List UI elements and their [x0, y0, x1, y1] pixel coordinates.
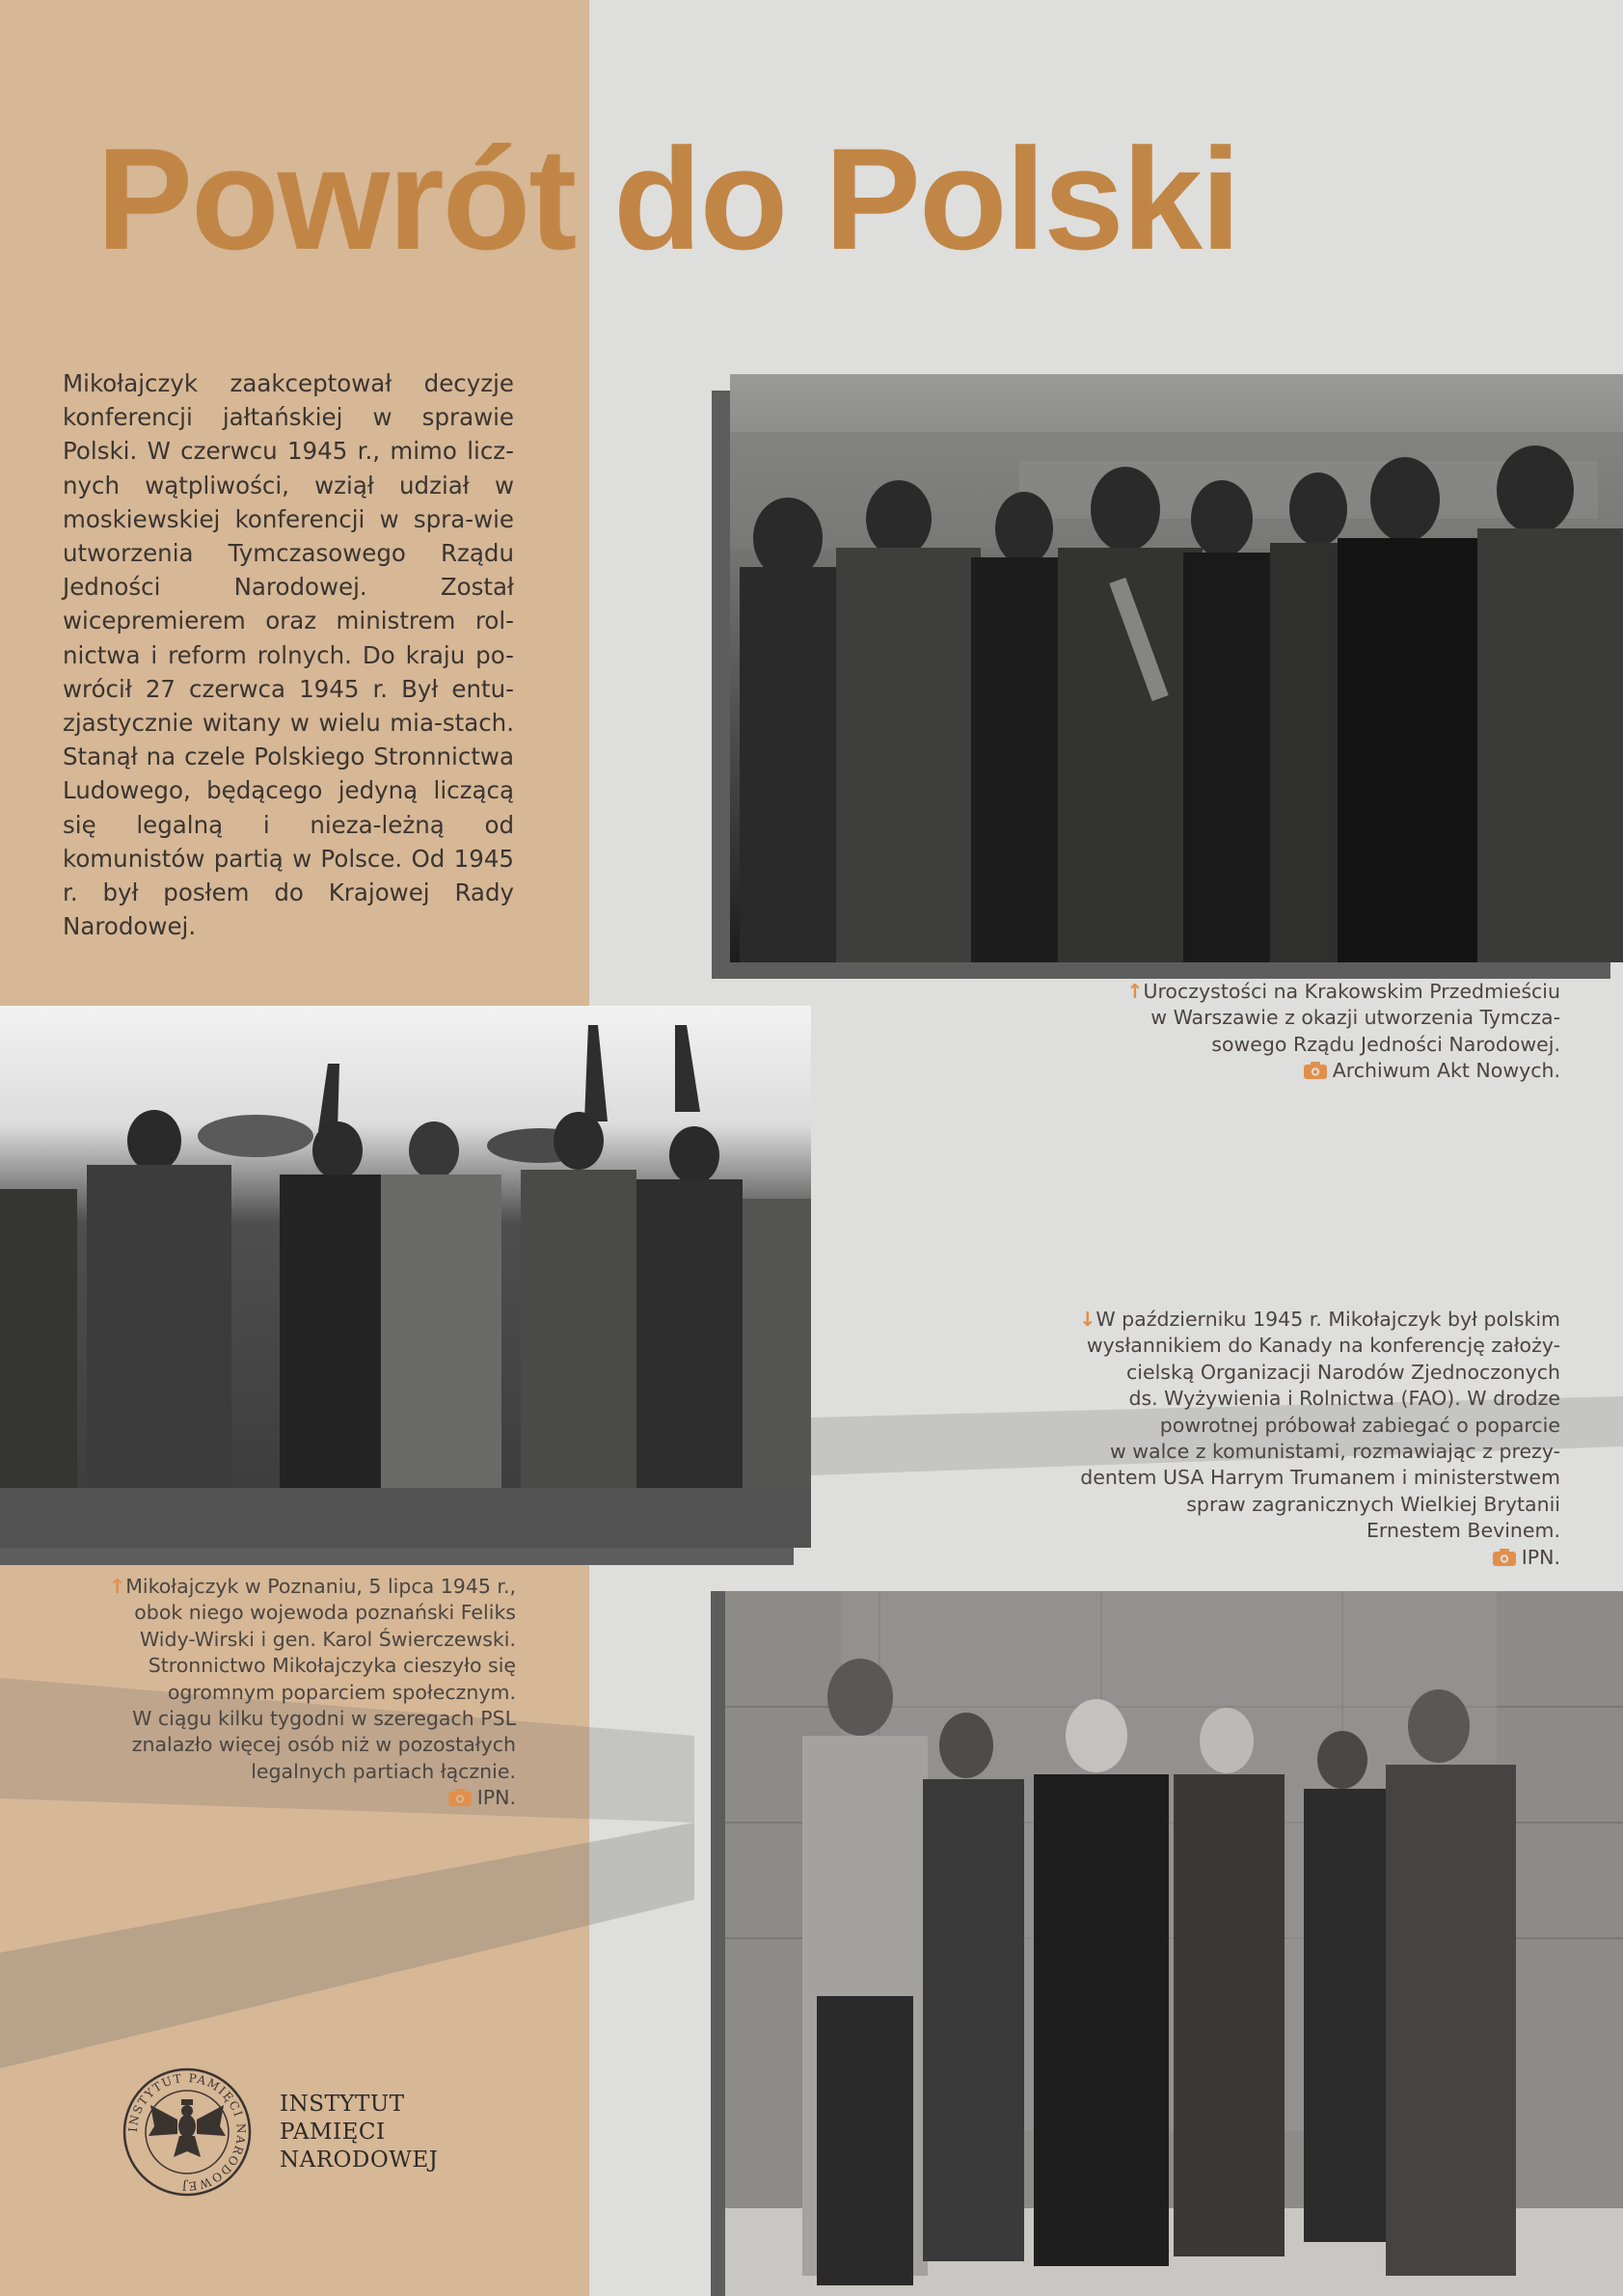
photo-poznan-walk	[0, 1006, 811, 1548]
caption-line: w walce z komunistami, rozmawiając z prezy-	[1110, 1440, 1560, 1464]
caption-line: obok niego wojewoda poznański Feliks	[134, 1601, 516, 1625]
camera-icon	[1304, 1062, 1327, 1079]
photo-source: Archiwum Akt Nowych.	[1332, 1059, 1560, 1083]
arrow-up-icon: ↑	[1126, 980, 1144, 1003]
caption-line: Ernestem Bevinem.	[1366, 1519, 1560, 1543]
caption-line: dentem USA Harrym Trumanem i ministerstwem	[1080, 1466, 1560, 1490]
caption-line: ds. Wyżywienia i Rolnictwa (FAO). W drodze	[1128, 1387, 1560, 1411]
logo-line: PAMIĘCI	[280, 2120, 386, 2145]
caption-line: powrotnej próbował zabiegać o poparcie	[1159, 1413, 1560, 1437]
logo-line: NARODOWEJ	[280, 2147, 439, 2173]
caption-line: Uroczystości na Krakowskim Przedmieściu	[1143, 980, 1560, 1003]
photo-source: IPN.	[476, 1786, 516, 1810]
caption-line: spraw zagranicznych Wielkiej Brytanii	[1186, 1492, 1560, 1516]
caption-line: W październiku 1945 r. Mikołajczyk był polskim	[1096, 1308, 1560, 1331]
caption-line: legalnych partiach łącznie.	[251, 1759, 516, 1783]
photo-fao-delegation	[725, 1591, 1623, 2296]
caption-line: sowego Rządu Jedności Narodowej.	[1211, 1032, 1560, 1056]
photo-source: IPN.	[1521, 1545, 1560, 1569]
caption-photo-2	[14, 1574, 516, 1812]
arrow-up-icon: ↑	[109, 1575, 126, 1598]
seal-text: INSTYTUT PAMIĘCI NARODOWEJ	[125, 2070, 249, 2194]
intro-paragraph: Mikołajczyk zaakceptował decyzje konferencji jałtańskiej w sprawie Polski. W czerwcu 1945 r., mimo licz-nych wątpliwości, wziął udział w moskiewskiej konferencji w spra-wie utworzenia Tymczasowego Rządu Jedności Narodowej. Został wicepremierem oraz ministrem rol-nictwa i reform rolnych. Do kraju po-wrócił 27 czerwca 1945 r. Był entu-zjastycznie witany w wielu mia-stach. Stanął na czele Polskiego Stronnictwa Ludowego, będącego jedyną liczącą się legalną i nieza-leżną od komunistów partią w Polsce. Od 1945 r. był posłem do Krajowej Rady Narodowej.	[63, 369, 514, 941]
caption-photo-1	[1020, 979, 1560, 1085]
page-title: Powrót do Polski	[96, 118, 1239, 280]
caption-line: W ciągu kilku tygodni w szeregach PSL	[132, 1707, 516, 1731]
logo-line: INSTYTUT	[280, 2092, 405, 2117]
photo-ceremony-warsaw	[730, 374, 1623, 962]
caption-line: znalazło więcej osób niż w pozostałych	[131, 1733, 516, 1757]
ipn-seal-logo	[122, 2066, 253, 2198]
caption-photo-3	[962, 1307, 1560, 1571]
camera-icon	[1493, 1549, 1516, 1566]
caption-line: ogromnym poparciem społecznym.	[167, 1680, 516, 1704]
caption-line: cielską Organizacji Narodów Zjednoczonych	[1126, 1360, 1560, 1384]
caption-line: Widy-Wirski i gen. Karol Świerczewski.	[139, 1627, 516, 1651]
ipn-wordmark	[280, 2091, 438, 2174]
camera-icon	[448, 1789, 472, 1806]
arrow-down-icon: ↓	[1079, 1308, 1096, 1331]
caption-line: Mikołajczyk w Poznaniu, 5 lipca 1945 r.,	[125, 1575, 516, 1598]
caption-line: wysłannikiem do Kanady na konferencję założy-	[1086, 1334, 1560, 1358]
caption-line: w Warszawie z okazji utworzenia Tymcza-	[1150, 1006, 1560, 1030]
caption-line: Stronnictwo Mikołajczyka cieszyło się	[148, 1654, 516, 1678]
